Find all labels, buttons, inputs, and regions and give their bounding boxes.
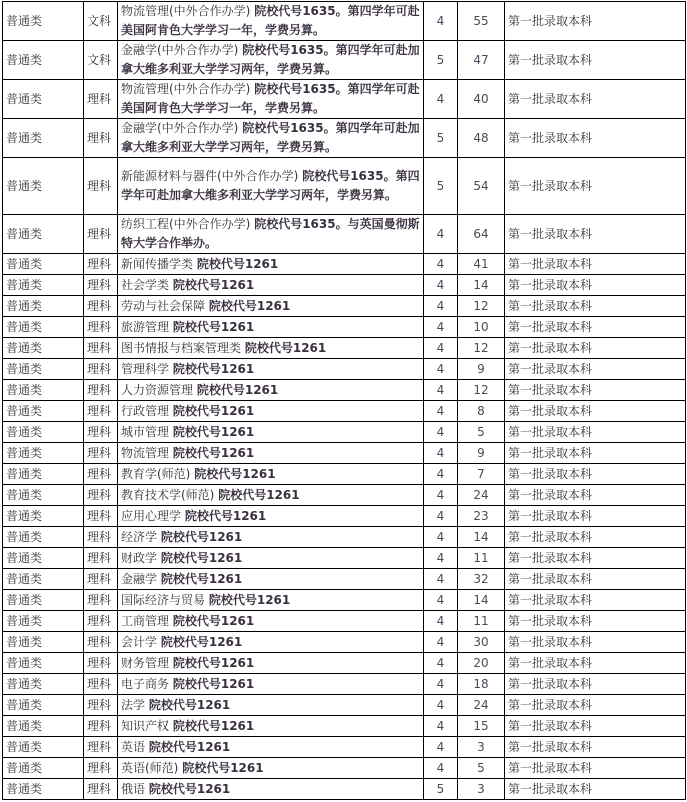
batch-cell: 第一批录取本科 [505,2,686,41]
major-note: 院校代号1261 [196,382,279,397]
subject-cell: 理科 [84,422,118,443]
table-row [3,215,686,254]
batch-cell: 第一批录取本科 [505,590,686,611]
subject-cell: 文科 [84,2,118,41]
count-cell: 11 [458,611,505,632]
count-cell: 32 [458,569,505,590]
major-name: 物流管理(中外合作办学) [121,4,251,18]
major-name: 应用心理学 [121,508,182,523]
major-note: 院校代号1635。第四学年可赴加拿大维多利亚大学学习两年，学费另算。 [121,121,420,154]
major-name: 物流管理(中外合作办学) [121,82,251,96]
years-cell: 4 [424,611,458,632]
years-cell: 4 [424,590,458,611]
major-note: 院校代号1261 [172,718,255,733]
subject-cell: 理科 [84,275,118,296]
batch-cell: 第一批录取本科 [505,119,686,158]
major-note: 院校代号1261 [172,445,255,460]
major-cell [118,2,424,41]
category-cell: 普通类 [3,422,84,443]
batch-cell: 第一批录取本科 [505,215,686,254]
years-cell: 5 [424,41,458,80]
count-cell: 18 [458,674,505,695]
table-row [3,695,686,716]
count-cell: 24 [458,485,505,506]
major-note: 院校代号1261 [172,424,255,439]
major-note: 院校代号1261 [148,697,231,712]
category-cell: 普通类 [3,485,84,506]
category-cell: 普通类 [3,569,84,590]
category-cell: 普通类 [3,506,84,527]
years-cell: 4 [424,215,458,254]
table-row [3,80,686,119]
count-cell: 9 [458,359,505,380]
category-cell: 普通类 [3,380,84,401]
category-cell: 普通类 [3,296,84,317]
batch-cell: 第一批录取本科 [505,527,686,548]
batch-cell: 第一批录取本科 [505,716,686,737]
major-cell [118,422,424,443]
table-body [3,2,686,800]
years-cell: 5 [424,158,458,215]
subject-cell: 文科 [84,41,118,80]
subject-cell: 理科 [84,611,118,632]
subject-cell: 理科 [84,737,118,758]
major-note: 院校代号1261 [160,550,243,565]
count-cell: 12 [458,380,505,401]
count-cell: 5 [458,422,505,443]
subject-cell: 理科 [84,80,118,119]
count-cell: 3 [458,737,505,758]
subject-cell: 理科 [84,317,118,338]
admission-plan-table [2,1,686,800]
category-cell: 普通类 [3,695,84,716]
subject-cell: 理科 [84,653,118,674]
years-cell: 4 [424,380,458,401]
batch-cell: 第一批录取本科 [505,359,686,380]
table-row [3,338,686,359]
years-cell: 4 [424,695,458,716]
table-row [3,653,686,674]
batch-cell: 第一批录取本科 [505,506,686,527]
table-row [3,275,686,296]
major-cell [118,653,424,674]
major-name: 电子商务 [121,676,170,691]
count-cell: 7 [458,464,505,485]
major-name: 新闻传播学类 [121,256,194,271]
table-row [3,611,686,632]
major-name: 法学 [121,697,146,712]
category-cell: 普通类 [3,737,84,758]
major-cell [118,80,424,119]
years-cell: 4 [424,296,458,317]
table-row [3,590,686,611]
major-name: 金融学 [121,571,158,586]
major-cell [118,401,424,422]
major-cell [118,41,424,80]
table-row [3,296,686,317]
subject-cell: 理科 [84,779,118,800]
table-row [3,632,686,653]
major-name: 国际经济与贸易 [121,592,206,607]
category-cell: 普通类 [3,275,84,296]
major-note: 院校代号1261 [172,361,255,376]
major-cell [118,158,424,215]
major-name: 图书情报与档案管理类 [121,340,242,355]
major-note: 院校代号1635。第四学年可赴美国阿肯色大学学习一年，学费另算。 [121,82,420,115]
major-name: 知识产权 [121,718,170,733]
major-name: 教育技术学(师范) [121,487,215,502]
batch-cell: 第一批录取本科 [505,422,686,443]
subject-cell: 理科 [84,254,118,275]
major-name: 劳动与社会保障 [121,298,206,313]
batch-cell: 第一批录取本科 [505,632,686,653]
category-cell: 普通类 [3,548,84,569]
count-cell: 30 [458,632,505,653]
table-row [3,443,686,464]
table-row [3,527,686,548]
major-note: 院校代号1261 [160,571,243,586]
category-cell: 普通类 [3,758,84,779]
table-row [3,716,686,737]
batch-cell: 第一批录取本科 [505,611,686,632]
table-row [3,506,686,527]
category-cell: 普通类 [3,716,84,737]
batch-cell: 第一批录取本科 [505,443,686,464]
major-note: 院校代号1261 [172,277,255,292]
major-name: 教育学(师范) [121,466,191,481]
years-cell: 4 [424,653,458,674]
years-cell: 4 [424,485,458,506]
category-cell: 普通类 [3,401,84,422]
major-name: 经济学 [121,529,158,544]
major-cell [118,119,424,158]
batch-cell: 第一批录取本科 [505,653,686,674]
table-row [3,422,686,443]
years-cell: 4 [424,632,458,653]
years-cell: 4 [424,464,458,485]
major-name: 英语(师范) [121,760,179,775]
years-cell: 4 [424,548,458,569]
count-cell: 14 [458,590,505,611]
category-cell: 普通类 [3,443,84,464]
major-cell [118,527,424,548]
count-cell: 40 [458,80,505,119]
batch-cell: 第一批录取本科 [505,317,686,338]
major-note: 院校代号1261 [148,781,231,796]
years-cell: 4 [424,674,458,695]
major-cell [118,779,424,800]
table-row [3,674,686,695]
years-cell: 4 [424,527,458,548]
count-cell: 20 [458,653,505,674]
major-cell [118,737,424,758]
major-note: 院校代号1261 [182,760,264,775]
batch-cell: 第一批录取本科 [505,464,686,485]
batch-cell: 第一批录取本科 [505,569,686,590]
category-cell: 普通类 [3,527,84,548]
major-note: 院校代号1261 [218,487,300,502]
years-cell: 4 [424,317,458,338]
subject-cell: 理科 [84,215,118,254]
count-cell: 23 [458,506,505,527]
category-cell: 普通类 [3,359,84,380]
years-cell: 4 [424,338,458,359]
category-cell: 普通类 [3,2,84,41]
category-cell: 普通类 [3,80,84,119]
major-name: 金融学(中外合作办学) [121,121,239,135]
batch-cell: 第一批录取本科 [505,158,686,215]
major-name: 城市管理 [121,424,170,439]
subject-cell: 理科 [84,758,118,779]
category-cell: 普通类 [3,215,84,254]
table-row [3,779,686,800]
batch-cell: 第一批录取本科 [505,401,686,422]
years-cell: 4 [424,275,458,296]
major-note: 院校代号1635。第四学年可赴美国阿肯色大学学习一年，学费另算。 [121,4,420,37]
major-name: 工商管理 [121,613,170,628]
count-cell: 11 [458,548,505,569]
major-cell [118,758,424,779]
major-cell [118,485,424,506]
table-row [3,254,686,275]
major-name: 新能源材料与器件(中外合作办学) [121,169,299,183]
count-cell: 24 [458,695,505,716]
batch-cell: 第一批录取本科 [505,674,686,695]
category-cell: 普通类 [3,119,84,158]
subject-cell: 理科 [84,527,118,548]
major-cell [118,569,424,590]
major-cell [118,695,424,716]
count-cell: 10 [458,317,505,338]
count-cell: 12 [458,338,505,359]
major-note: 院校代号1261 [148,739,231,754]
major-note: 院校代号1261 [194,466,276,481]
subject-cell: 理科 [84,119,118,158]
category-cell: 普通类 [3,611,84,632]
major-note: 院校代号1635。与英国曼彻斯特大学合作举办。 [121,217,420,250]
table-row [3,119,686,158]
major-note: 院校代号1261 [160,529,243,544]
subject-cell: 理科 [84,485,118,506]
major-name: 财政学 [121,550,158,565]
major-cell [118,275,424,296]
subject-cell: 理科 [84,443,118,464]
major-note: 院校代号1261 [172,655,255,670]
major-note: 院校代号1261 [208,298,291,313]
years-cell: 4 [424,716,458,737]
table-row [3,737,686,758]
years-cell: 4 [424,254,458,275]
category-cell: 普通类 [3,254,84,275]
subject-cell: 理科 [84,359,118,380]
subject-cell: 理科 [84,716,118,737]
table-row [3,359,686,380]
count-cell: 8 [458,401,505,422]
years-cell: 4 [424,422,458,443]
years-cell: 4 [424,80,458,119]
count-cell: 5 [458,758,505,779]
subject-cell: 理科 [84,401,118,422]
major-note: 院校代号1261 [160,634,243,649]
batch-cell: 第一批录取本科 [505,548,686,569]
subject-cell: 理科 [84,338,118,359]
years-cell: 4 [424,443,458,464]
major-name: 社会学类 [121,277,170,292]
table-row [3,569,686,590]
major-name: 财务管理 [121,655,170,670]
major-note: 院校代号1635。第四学年可赴加拿大维多利亚大学学习两年，学费另算。 [121,169,420,202]
batch-cell: 第一批录取本科 [505,296,686,317]
major-cell [118,548,424,569]
major-cell [118,443,424,464]
major-cell [118,506,424,527]
major-name: 会计学 [121,634,158,649]
subject-cell: 理科 [84,296,118,317]
table-row [3,2,686,41]
batch-cell: 第一批录取本科 [505,737,686,758]
years-cell: 4 [424,737,458,758]
major-cell [118,254,424,275]
major-cell [118,590,424,611]
category-cell: 普通类 [3,653,84,674]
count-cell: 41 [458,254,505,275]
count-cell: 9 [458,443,505,464]
table-row [3,317,686,338]
major-cell [118,215,424,254]
major-note: 院校代号1261 [172,319,255,334]
years-cell: 4 [424,569,458,590]
subject-cell: 理科 [84,380,118,401]
category-cell: 普通类 [3,41,84,80]
category-cell: 普通类 [3,674,84,695]
major-note: 院校代号1261 [172,676,255,691]
table-row [3,464,686,485]
batch-cell: 第一批录取本科 [505,254,686,275]
subject-cell: 理科 [84,632,118,653]
major-cell [118,359,424,380]
subject-cell: 理科 [84,674,118,695]
subject-cell: 理科 [84,590,118,611]
count-cell: 14 [458,275,505,296]
years-cell: 4 [424,2,458,41]
category-cell: 普通类 [3,464,84,485]
count-cell: 14 [458,527,505,548]
years-cell: 5 [424,779,458,800]
category-cell: 普通类 [3,779,84,800]
subject-cell: 理科 [84,548,118,569]
major-cell [118,716,424,737]
batch-cell: 第一批录取本科 [505,338,686,359]
batch-cell: 第一批录取本科 [505,485,686,506]
batch-cell: 第一批录取本科 [505,275,686,296]
count-cell: 15 [458,716,505,737]
count-cell: 12 [458,296,505,317]
batch-cell: 第一批录取本科 [505,695,686,716]
batch-cell: 第一批录取本科 [505,380,686,401]
category-cell: 普通类 [3,317,84,338]
major-name: 人力资源管理 [121,382,194,397]
category-cell: 普通类 [3,338,84,359]
major-note: 院校代号1261 [196,256,279,271]
major-name: 英语 [121,739,146,754]
category-cell: 普通类 [3,632,84,653]
major-cell [118,296,424,317]
table-row [3,485,686,506]
major-note: 院校代号1261 [184,508,267,523]
major-name: 旅游管理 [121,319,170,334]
table-row [3,41,686,80]
batch-cell: 第一批录取本科 [505,779,686,800]
major-cell [118,632,424,653]
batch-cell: 第一批录取本科 [505,758,686,779]
subject-cell: 理科 [84,464,118,485]
major-name: 物流管理 [121,445,170,460]
major-note: 院校代号1261 [244,340,327,355]
table-row [3,548,686,569]
years-cell: 4 [424,401,458,422]
count-cell: 64 [458,215,505,254]
major-cell [118,317,424,338]
count-cell: 54 [458,158,505,215]
major-cell [118,674,424,695]
count-cell: 47 [458,41,505,80]
subject-cell: 理科 [84,569,118,590]
years-cell: 4 [424,506,458,527]
years-cell: 5 [424,119,458,158]
major-note: 院校代号1261 [172,403,255,418]
count-cell: 55 [458,2,505,41]
major-name: 金融学(中外合作办学) [121,43,239,57]
major-name: 俄语 [121,781,146,796]
subject-cell: 理科 [84,695,118,716]
major-note: 院校代号1635。第四学年可赴加拿大维多利亚大学学习两年，学费另算。 [121,43,420,76]
subject-cell: 理科 [84,158,118,215]
table-row [3,401,686,422]
table-row [3,158,686,215]
category-cell: 普通类 [3,590,84,611]
category-cell: 普通类 [3,158,84,215]
major-cell [118,611,424,632]
count-cell: 48 [458,119,505,158]
major-cell [118,380,424,401]
major-name: 管理科学 [121,361,170,376]
subject-cell: 理科 [84,506,118,527]
table-row [3,380,686,401]
major-note: 院校代号1261 [208,592,291,607]
major-name: 纺织工程(中外合作办学) [121,217,251,231]
major-cell [118,338,424,359]
count-cell: 3 [458,779,505,800]
major-cell [118,464,424,485]
years-cell: 4 [424,758,458,779]
years-cell: 4 [424,359,458,380]
batch-cell: 第一批录取本科 [505,80,686,119]
major-note: 院校代号1261 [172,613,255,628]
batch-cell: 第一批录取本科 [505,41,686,80]
major-name: 行政管理 [121,403,170,418]
table-row [3,758,686,779]
